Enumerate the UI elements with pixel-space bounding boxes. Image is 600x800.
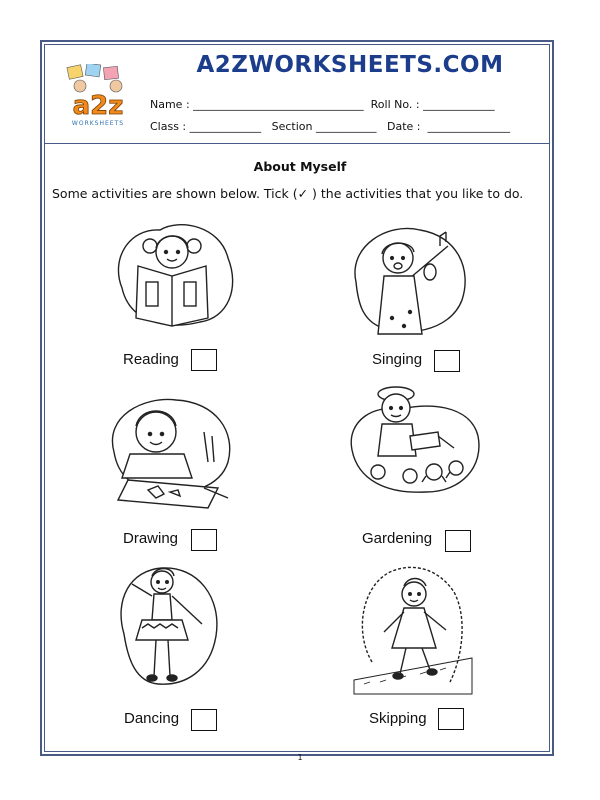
activity-label-gardening: Gardening — [362, 530, 433, 547]
activity-label-skipping: Skipping — [369, 710, 427, 727]
logo-subtext: WORKSHEETS — [71, 120, 125, 127]
logo-text: a2z — [72, 91, 124, 121]
header-divider — [44, 143, 550, 144]
name-roll-line: Name : _______________________________ Roll No. : _____________ — [150, 98, 495, 111]
site-title: A2ZWORKSHEETS.COM — [196, 52, 504, 78]
tick-box-reading[interactable] — [191, 349, 217, 371]
skipping-girl-icon — [350, 562, 476, 700]
activity-label-dancing: Dancing — [124, 710, 180, 727]
tick-box-drawing[interactable] — [191, 529, 217, 551]
activity-label-singing: Singing — [372, 351, 423, 368]
drawing-boy-icon — [100, 392, 240, 510]
page-number: 1 — [297, 753, 303, 762]
worksheet-title: About Myself — [253, 159, 347, 174]
tick-box-singing[interactable] — [434, 350, 460, 372]
tick-box-dancing[interactable] — [191, 709, 217, 731]
a2z-logo-icon — [58, 64, 138, 128]
instruction-before: Some activities are shown below. Tick ( — [52, 186, 298, 201]
gardening-boy-icon — [346, 380, 484, 500]
instruction-text — [52, 186, 523, 201]
tick-box-skipping[interactable] — [438, 708, 464, 730]
reading-girl-icon — [110, 218, 240, 336]
class-section-date-line: Class : _____________ Section ___________ Date : _______________ — [150, 120, 510, 133]
tick-icon: ✓ — [297, 186, 309, 201]
instruction-after: ) the activities that you like to do. — [308, 186, 524, 201]
dancing-girl-icon — [112, 564, 226, 694]
activity-label-reading: Reading — [123, 351, 179, 368]
singing-girl-icon — [348, 222, 474, 346]
activity-label-drawing: Drawing — [123, 530, 179, 547]
tick-box-gardening[interactable] — [445, 530, 471, 552]
